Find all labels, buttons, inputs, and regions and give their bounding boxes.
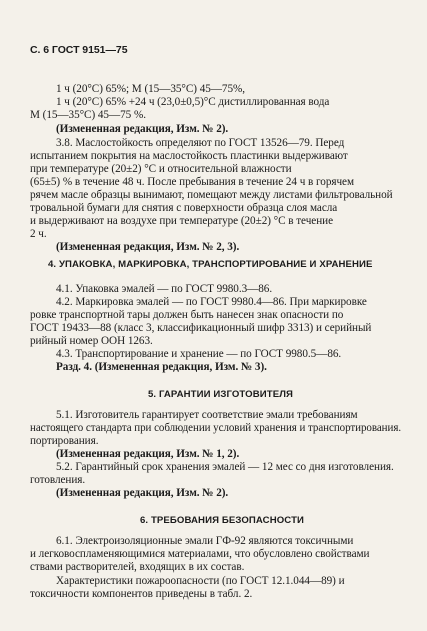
text-line: 4.3. Транспортирование и хранение — по ГОСТ 9980.5—86. bbox=[56, 348, 342, 360]
text-line: рийный номер ООН 1263. bbox=[30, 335, 153, 347]
section-heading: 4. УПАКОВКА, МАРКИРОВКА, ТРАНСПОРТИРОВАНИЕ И ХРАНЕНИЕ bbox=[48, 259, 373, 270]
page-header: С. 6 ГОСТ 9151—75 bbox=[30, 44, 128, 56]
text-line: (65±5) % в течение 48 ч. После пребывания в течение 24 ч в горячем bbox=[30, 176, 354, 188]
amendment-note: (Измененная редакция, Изм. № 2, 3). bbox=[56, 241, 240, 253]
text-line: и выдерживают на воздухе при температуре (20±2) °С в течение bbox=[30, 215, 333, 227]
amendment-note: (Измененная редакция, Изм. № 2). bbox=[56, 123, 229, 135]
text-line: тровальной бумаги для снятия с поверхности образца слоя масла bbox=[30, 202, 338, 214]
text-line: 4.2. Маркировка эмалей — по ГОСТ 9980.4—86. При маркировке bbox=[56, 296, 367, 308]
text-line: 4.1. Упаковка эмалей — по ГОСТ 9980.3—86. bbox=[56, 283, 273, 295]
text-line: Характеристики пожароопасности (по ГОСТ 12.1.044—89) и bbox=[56, 575, 345, 587]
text-line: 3.8. Маслостойкость определяют по ГОСТ 13526—79. Перед bbox=[56, 137, 345, 149]
section-heading: 6. ТРЕБОВАНИЯ БЕЗОПАСНОСТИ bbox=[140, 515, 305, 526]
text-line: готовления. bbox=[30, 474, 86, 486]
text-line: 5.1. Изготовитель гарантирует соответствие эмали требованиям bbox=[56, 409, 358, 421]
text-line: 2 ч. bbox=[30, 228, 47, 240]
amendment-note: (Измененная редакция, Изм. № 2). bbox=[56, 487, 229, 499]
text-line: 6.1. Электроизоляционные эмали ГФ-92 являются токсичными bbox=[56, 535, 354, 547]
text-line: испытанием покрытия на маслостойкость пластинки выдерживают bbox=[30, 150, 348, 162]
amendment-note: Разд. 4. (Измененная редакция, Изм. № 3). bbox=[56, 361, 267, 373]
text-line: при температуре (20±2) °С и относительной влажности bbox=[30, 163, 292, 175]
text-line: 1 ч (20°С) 65% +24 ч (23,0±0,5)°С дистиллированная вода bbox=[56, 96, 330, 108]
text-line: ГОСТ 19433—88 (класс 3, классификационный шифр 3313) и серийный bbox=[30, 322, 372, 334]
section-heading: 5. ГАРАНТИИ ИЗГОТОВИТЕЛЯ bbox=[148, 389, 294, 400]
text-line: ствами растворителей, входящих в их состав. bbox=[30, 561, 245, 573]
text-line: настоящего стандарта при соблюдении условий хранения и транспортирования. bbox=[30, 422, 402, 434]
text-line: 5.2. Гарантийный срок хранения эмалей — 12 мес со дня изготовления. bbox=[56, 461, 394, 473]
text-line: токсичности компонентов приведены в табл. 2. bbox=[30, 588, 253, 600]
text-line: рячем масле образцы вынимают, помещают между листами фильтровальной bbox=[30, 189, 393, 201]
text-line: и легковоспламеняющимися материалами, что обусловлено свойствами bbox=[30, 548, 370, 560]
text-line: ровке транспортной тары должен быть нанесен знак опасности по bbox=[30, 309, 344, 321]
text-line: 1 ч (20°С) 65%; М (15—35°С) 45—75%, bbox=[56, 83, 246, 95]
amendment-note: (Измененная редакция, Изм. № 1, 2). bbox=[56, 448, 240, 460]
text-line: М (15—35°С) 45—75 %. bbox=[30, 109, 146, 121]
text-line: портирования. bbox=[30, 435, 99, 447]
